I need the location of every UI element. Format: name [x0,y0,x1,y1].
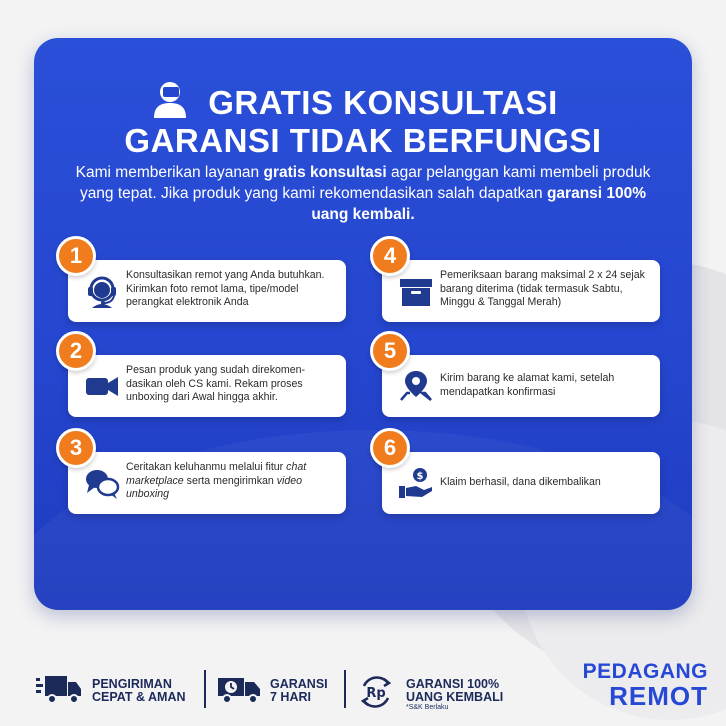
step-card-2 [68,338,346,417]
step-card-3 [68,435,346,514]
map-pin-icon [398,369,434,403]
footer-label [92,678,202,704]
step-card-4 [382,243,660,322]
rupiah-refund-icon [358,674,394,710]
step-card-6 [382,435,660,514]
step-text: Konsultasikan remot yang Anda butuhkan. Kirimkan foto remot lama, tipe/model perangkat elektronik Anda [126,269,325,309]
step-number: 5 [370,331,410,371]
intro-part: Kami memberikan layanan [75,164,264,181]
step-text: Klaim berhasil, dana dikembalikan [440,476,601,488]
step-text-part: Ceritakan keluhanmu melalui fitur [126,461,287,473]
title-line-2: GARANSI TIDAK BERFUNGSI [124,122,602,159]
intro-text [74,162,652,225]
headset-agent-icon [84,274,120,308]
footer-line: UANG KEMBALI [406,690,504,704]
archive-box-icon [398,274,434,308]
brand-line-1: PEDAGANG [582,660,708,683]
step-text: Kirim barang ke alamat kami, setelah mendapatkan konfirmasi [440,372,615,398]
step-number: 4 [370,236,410,276]
step-text-part: serta mengirimkan [183,474,277,487]
page-title [34,84,692,160]
step-text: Pesan produk yang sudah direkomen-dasikan oleh CS kami. Rekam proses unboxing dari Awal hingga akhir. [126,364,306,404]
title-line-1: GRATIS KONSULTASI [208,84,558,121]
terms-note: *S&K Berlaku [406,704,449,711]
step-card-1 [68,243,346,322]
truck-clock-icon [218,674,262,706]
step-text-italic: video unboxing [126,474,303,501]
footer-line: GARANSI 100% [406,677,500,691]
delivery-truck-icon [36,674,82,706]
footer-line: 7 HARI [270,690,311,704]
step-text-italic: chat marketplace [126,461,307,487]
video-camera-icon [84,369,120,403]
footer-bar [0,640,726,726]
step-number: 1 [56,236,96,276]
footer-line: PENGIRIMAN [92,677,172,691]
footer-label [406,678,526,712]
footer-divider [344,670,346,708]
footer-line: CEPAT & AMAN [92,690,186,704]
footer-label [270,678,350,704]
intro-bold: gratis konsultasi [263,164,387,181]
step-card-5 [382,338,660,417]
footer-line: GARANSI [270,677,328,691]
step-number: 3 [56,428,96,468]
rupiah-symbol: Rp [366,686,386,701]
brand-logo [582,660,708,711]
intro-bold: garansi 100% uang kembali. [311,185,647,223]
brand-line-2: REMOT [609,681,708,711]
money-hand-icon [398,466,434,500]
intro-part: agar pelanggan kami membeli produk yang tepat. Jika produk yang kami rekomendasikan salah dapatkan [79,164,651,202]
footer-divider [204,670,206,708]
step-number: 2 [56,331,96,371]
info-card [34,38,692,610]
svg-text:$: $ [416,471,424,482]
step-number: 6 [370,428,410,468]
chat-bubbles-icon [84,466,120,500]
step-text: Pemeriksaan barang maksimal 2 x 24 sejak barang diterima (tidak termasuk Sabtu, Minggu & Tanggal Merah) [440,269,645,309]
step-text [126,461,338,502]
